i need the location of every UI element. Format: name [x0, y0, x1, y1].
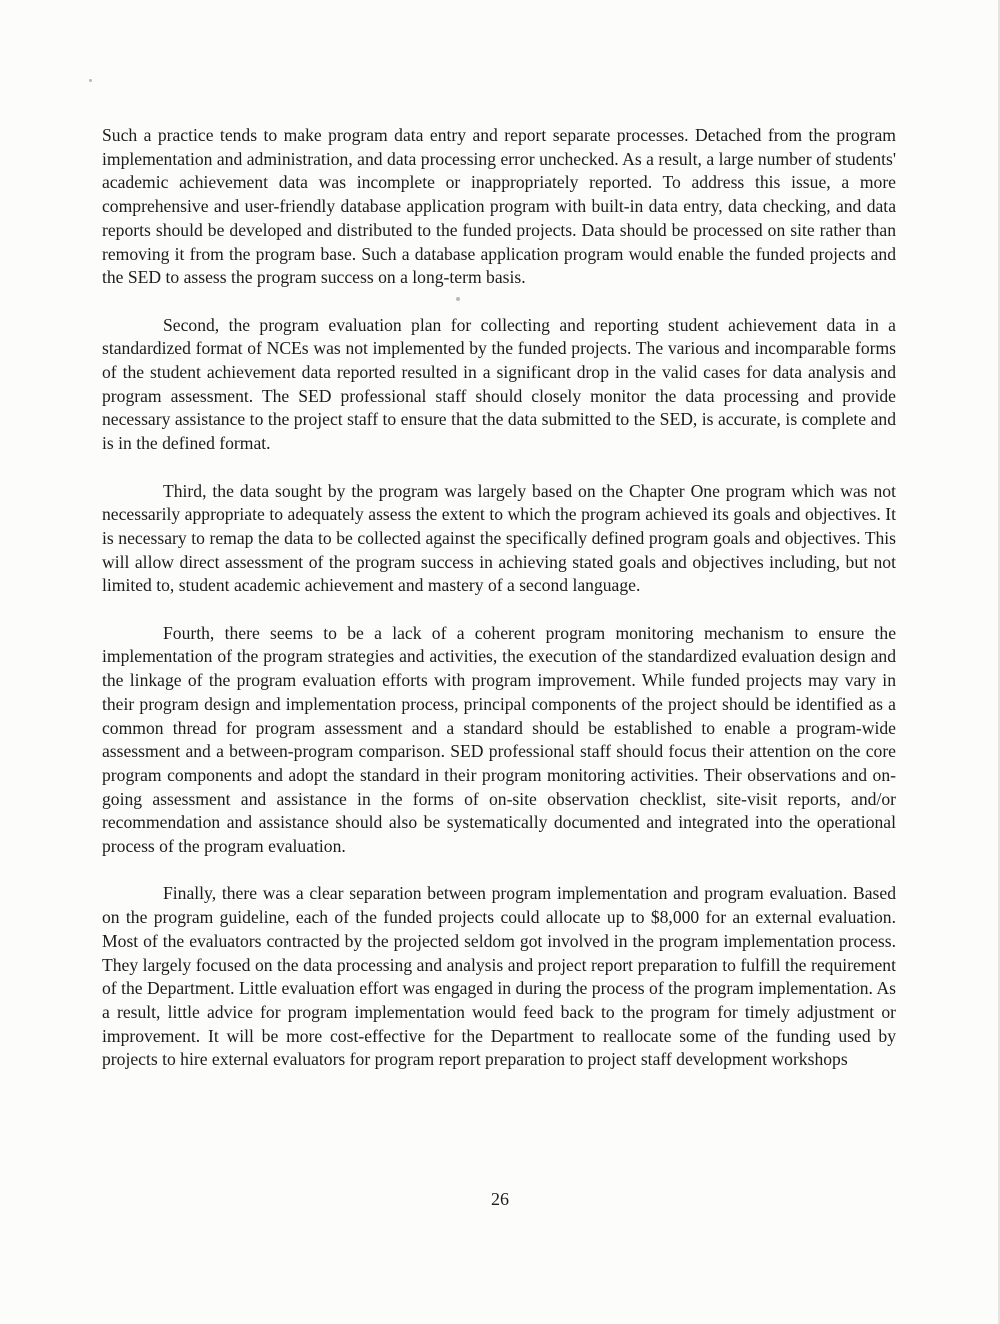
paragraph-fourth: Fourth, there seems to be a lack of a coherent program monitoring mechanism to ensure the implementation of the program strategies and activities, the execution of the standardized evaluation design and the linkage of the program evaluation efforts with program improvement. While funded projects may vary in their program design and implementation process, principal components of the project should be identified as a common thread for program assessment and a standard should be established to enable a program-wide assessment and a between-program comparison. SED professional staff should focus their attention on the core program components and adopt the standard in their program monitoring activities. Their observations and on-going assessment and assistance in the forms of on-site observation checklist, site-visit reports, and/or recommendation and assistance should also be systematically documented and integrated into the operational process of the program evaluation. — [102, 622, 896, 857]
body-text — [102, 124, 896, 1072]
paragraph-second: Second, the program evaluation plan for collecting and reporting student achievement data in a standardized format of NCEs was not implemented by the funded projects. The various and incomparable forms of the student achievement data reported resulted in a significant drop in the valid cases for data analysis and program assessment. The SED professional staff should closely monitor the data processing and provide necessary assistance to the project staff to ensure that the data submitted to the SED, is accurate, is complete and is in the defined format. — [102, 314, 896, 454]
scan-speck — [89, 79, 92, 82]
page-number: 26 — [491, 1189, 509, 1209]
scan-speck — [456, 297, 460, 301]
paragraph-continuation: Such a practice tends to make program data entry and report separate processes. Detached from the program implementation and administration, and data processing error unchecked. As a result, a large number of students' academic achievement data was incomplete or inappropriately reported. To address this issue, a more comprehensive and user-friendly database application program with built-in data entry, data checking, and data reports should be developed and distributed to the funded projects. Data should be processed on site rather than removing it from the program base. Such a database application program would enable the funded projects and the SED to assess the program success on a long-term basis. — [102, 125, 896, 288]
paragraph-third: Third, the data sought by the program was largely based on the Chapter One program which was not necessarily appropriate to adequately assess the extent to which the program achieved its goals and objectives. It is necessary to remap the data to be collected against the specifically defined program goals and objectives. This will allow direct assessment of the program success in achieving stated goals and objectives including, but not limited to, student academic achievement and mastery of a second language. — [102, 480, 896, 596]
paragraph-finally: Finally, there was a clear separation between program implementation and program evaluation. Based on the program guideline, each of the funded projects could allocate up to $8,000 for an external evaluation. Most of the evaluators contracted by the projected seldom got involved in the program implementation process. They largely focused on the data processing and analysis and project report preparation to fulfill the requirement of the Department. Little evaluation effort was engaged in during the process of the program implementation. As a result, little advice for program implementation would feed back to the program for timely adjustment or improvement. It will be more cost-effective for the Department to reallocate some of the funding used by projects to hire external evaluators for program report preparation to project staff development workshops — [102, 883, 896, 1070]
